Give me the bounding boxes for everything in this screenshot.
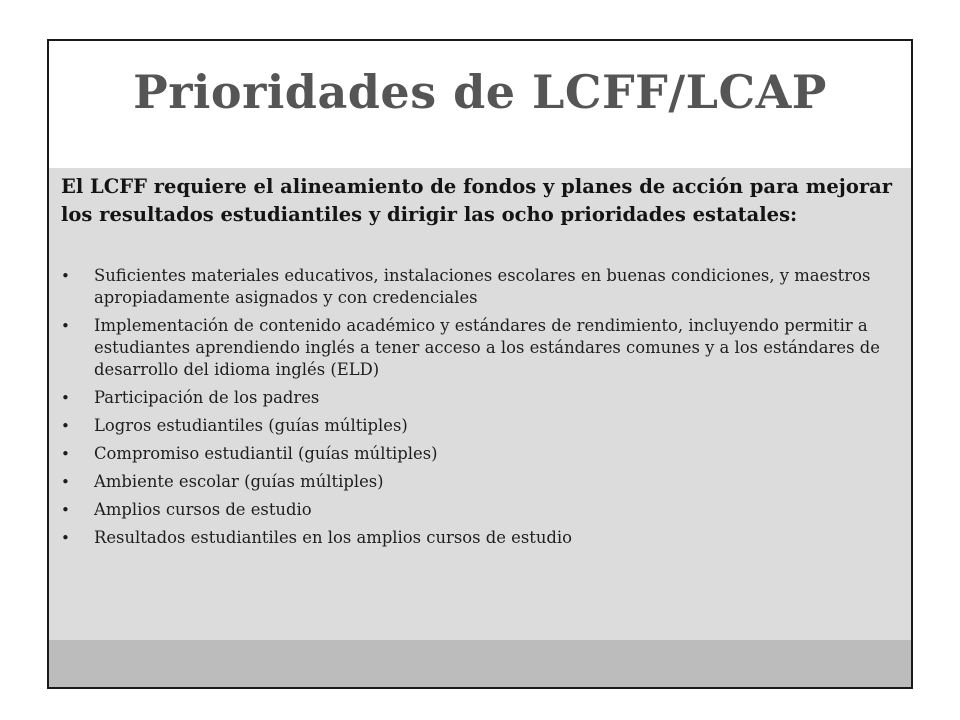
footer-band	[49, 640, 911, 689]
list-item-text: Logros estudiantiles (guías múltiples)	[94, 416, 408, 435]
list-item-text: Compromiso estudiantil (guías múltiples)	[94, 444, 438, 463]
bullet-icon: •	[61, 529, 70, 547]
list-item-text: Amplios cursos de estudio	[94, 500, 312, 519]
content-area	[49, 168, 911, 640]
list-item	[61, 315, 901, 381]
list-item	[61, 499, 901, 521]
list-item	[61, 443, 901, 465]
list-item-text: Ambiente escolar (guías múltiples)	[94, 472, 384, 491]
priorities-list	[61, 265, 901, 555]
intro-paragraph: El LCFF requiere el alineamiento de fondos y planes de acción para mejorar los resultados estudiantiles y dirigir las ocho prioridades estatales:	[61, 175, 893, 226]
list-item	[61, 415, 901, 437]
list-item	[61, 527, 901, 549]
slide	[47, 39, 913, 689]
bullet-icon: •	[61, 501, 70, 519]
list-item	[61, 471, 901, 493]
bullet-icon: •	[61, 445, 70, 463]
bullet-icon: •	[61, 389, 70, 407]
list-item-text: Implementación de contenido académico y estándares de rendimiento, incluyendo permitir a estudiantes aprendiendo inglés a tener acceso a los estándares comunes y a los estándares de desarrollo del idioma inglés (ELD)	[94, 316, 880, 379]
bullet-icon: •	[61, 317, 70, 335]
slide-title: Prioridades de LCFF/LCAP	[133, 65, 827, 119]
list-item-text: Resultados estudiantiles en los amplios cursos de estudio	[94, 528, 573, 547]
title-area	[49, 41, 911, 168]
list-item-text: Participación de los padres	[94, 388, 320, 407]
list-item	[61, 265, 901, 309]
bullet-icon: •	[61, 473, 70, 491]
list-item	[61, 387, 901, 409]
list-item-text: Suficientes materiales educativos, instalaciones escolares en buenas condiciones, y maestros apropiadamente asignados y con credenciales	[94, 266, 871, 307]
bullet-icon: •	[61, 267, 70, 285]
bullet-icon: •	[61, 417, 70, 435]
